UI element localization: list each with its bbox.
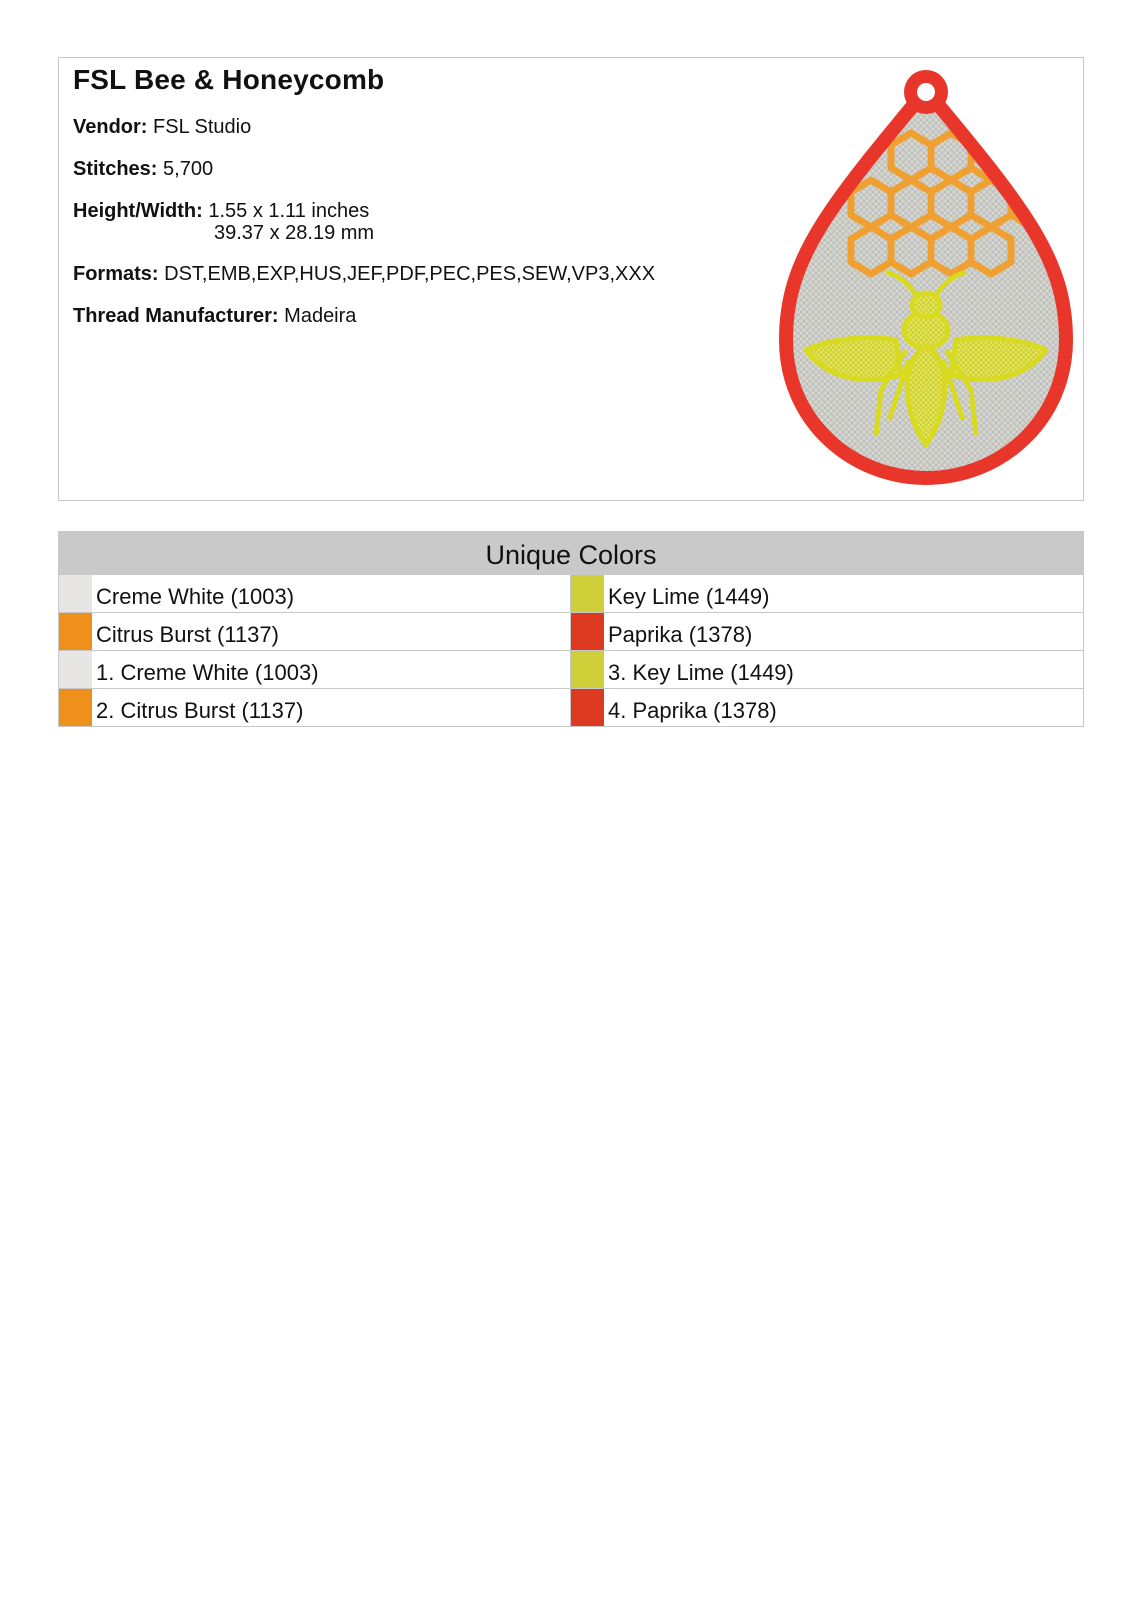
color-row [59, 612, 1083, 650]
formats-field [73, 263, 655, 286]
color-swatch [59, 651, 92, 688]
color-row [59, 688, 1083, 726]
color-swatch [59, 613, 92, 650]
color-label: 1. Creme White (1003) [96, 660, 319, 685]
stitches-value: 5,700 [163, 158, 214, 180]
formats-label: Formats: [73, 263, 159, 285]
color-cell [571, 689, 1083, 726]
design-title: FSL Bee & Honeycomb [73, 64, 385, 95]
color-cell [571, 613, 1083, 650]
color-label: Paprika (1378) [608, 622, 753, 647]
design-preview-image [771, 60, 1081, 500]
design-info-box [58, 57, 1084, 501]
color-swatch [571, 651, 604, 688]
color-swatch [571, 613, 604, 650]
size-mm-value: 39.37 x 28.19 mm [214, 222, 375, 244]
color-label: 4. Paprika (1378) [608, 698, 777, 723]
color-cell [571, 651, 1083, 688]
color-label: 3. Key Lime (1449) [608, 660, 794, 685]
formats-value: DST,EMB,EXP,HUS,JEF,PDF,PEC,PES,SEW,VP3,XXX [164, 263, 656, 285]
color-label: Citrus Burst (1137) [96, 622, 279, 647]
vendor-field [73, 116, 251, 139]
vendor-label: Vendor: [73, 116, 148, 138]
color-swatch [59, 575, 92, 612]
unique-colors-table [58, 531, 1084, 727]
color-cell [59, 651, 571, 688]
thread-value: Madeira [284, 305, 357, 327]
color-label: Key Lime (1449) [608, 584, 770, 609]
color-cell [571, 575, 1083, 612]
color-row [59, 574, 1083, 612]
color-row [59, 650, 1083, 688]
vendor-value: FSL Studio [153, 116, 252, 138]
color-cell [59, 613, 571, 650]
color-swatch [571, 575, 604, 612]
color-cell [59, 689, 571, 726]
color-label: Creme White (1003) [96, 584, 295, 609]
size-field [73, 200, 369, 223]
unique-colors-header: Unique Colors [59, 532, 1083, 574]
thread-label: Thread Manufacturer: [73, 305, 279, 327]
color-rows [59, 574, 1083, 726]
size-label: Height/Width: [73, 200, 203, 222]
size-inches-value: 1.55 x 1.11 inches [208, 200, 370, 222]
color-label: 2. Citrus Burst (1137) [96, 698, 304, 723]
color-swatch [571, 689, 604, 726]
color-cell [59, 575, 571, 612]
color-swatch [59, 689, 92, 726]
stitches-field [73, 158, 213, 181]
thread-field [73, 305, 356, 328]
stitches-label: Stitches: [73, 158, 158, 180]
